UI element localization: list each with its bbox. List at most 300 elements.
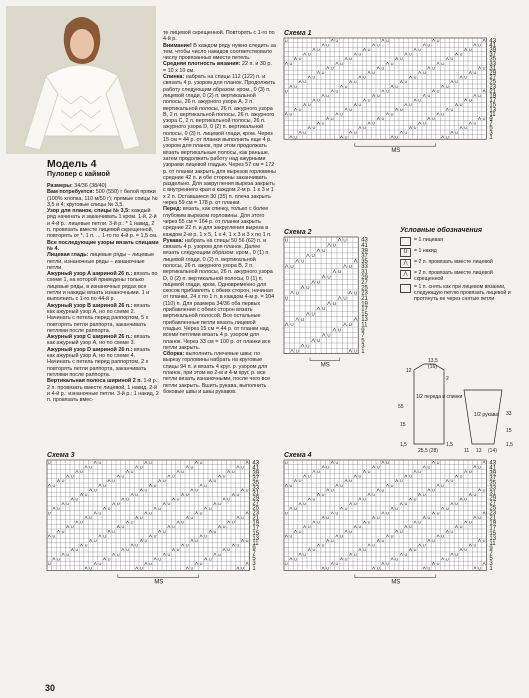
yarn-over-symbol: U — [367, 519, 371, 525]
row-number: 37 — [489, 52, 497, 59]
instruction-heading: Спинка: — [163, 74, 185, 81]
instruction-text: В каждом ряду нужно следить за тем, чтобы число накидов соответствовало числу провязанных вместе петель. — [163, 42, 276, 62]
yarn-over-symbol: U — [478, 42, 481, 48]
pattern-label: 1/2 рукава — [474, 412, 499, 418]
pattern-label: 33 — [506, 411, 512, 417]
legend-text: = 1 накид — [414, 248, 437, 254]
yarn-over-symbol: U — [327, 332, 331, 338]
legend-item — [400, 270, 520, 282]
row-number: 19 — [489, 93, 497, 100]
row-number: 41 — [361, 242, 368, 249]
pattern-label: 13,5 — [428, 358, 438, 364]
yarn-over-symbol: U — [344, 134, 348, 140]
yarn-over-symbol: U — [107, 556, 111, 562]
yarn-over-symbol: U — [349, 528, 353, 534]
pattern-label: 12 — [406, 368, 412, 374]
yarn-over-symbol: U — [322, 247, 326, 253]
yarn-over-symbol: U — [213, 478, 217, 484]
row-number: 17 — [252, 525, 260, 532]
row-number: 19 — [489, 520, 497, 527]
yarn-over-symbol: U — [312, 547, 316, 553]
yarn-over-symbol: U — [340, 482, 343, 488]
yarn-over-symbol: U — [61, 528, 65, 534]
instruction-paragraph — [47, 271, 159, 302]
yarn-over-symbol: U — [181, 468, 185, 474]
row-number: 11 — [361, 322, 368, 329]
yarn-over-symbol: U — [98, 560, 102, 566]
pattern-label: 1,5 — [506, 442, 513, 448]
yarn-over-symbol: U — [298, 528, 302, 534]
row-number: 15 — [489, 530, 497, 537]
yarn-over-symbol: U — [473, 491, 477, 497]
yarn-over-symbol: U — [343, 237, 347, 243]
yarn-over-symbol: U — [340, 60, 343, 66]
yarn-over-symbol: U — [395, 83, 399, 89]
yarn-over-symbol: U — [358, 51, 362, 57]
yarn-over-symbol: U — [52, 482, 56, 488]
yarn-over-symbol: U — [289, 533, 293, 539]
yarn-over-symbol: U — [399, 528, 403, 534]
yarn-over-symbol: U — [390, 482, 394, 488]
yarn-over-symbol: U — [153, 482, 157, 488]
yarn-over-symbol: U — [459, 51, 463, 57]
yarn-over-symbol: U — [103, 482, 106, 488]
yarn-over-symbol: U — [144, 537, 148, 543]
yarn-over-symbol: U — [445, 83, 449, 89]
yarn-over-symbol: U — [139, 565, 143, 571]
yarn-over-symbol: U — [312, 496, 316, 502]
instruction-text: набрать на спицы 112 (122) п. и связать 4 р. узором для планок. Продолжить работу следующим образом: кром., 0 (3) п. лицевой глади, 0 (2) п. вертикальной полосы, 26 п. ажурного узора A, 2 п. вертикальной полосы, 26 п. ажурного узора B, 2 п. вертикальной полосы, 26 п. ажурного узора C, 2 п. вертикальной полосы, 26 п. ажурного узора D, 0 (2) п. вертикальной полосы, 0 (3) п. лицевой глади, кром. Через 15 см = 44 р. от планки выполнить еще 4 р. узором для планок, при этом продолжать вязать вертикальные полосы, как раньше, затем продолжить работу над ажурными узорами лицевой гладью. Через 57 см = 172 р. от планки закрыть для вырезов горловины средние 42 п. и обе стороны заканчивать раздельно. Для закругления выреза закрыть с внутреннего края в каждом 2-м р. 1 х 3 и 1 х 2 п. Оставшиеся 30 (35) п. плеча закрыть через 59 см = 178 р. от планки. — [163, 74, 276, 207]
yarn-over-symbol: U — [172, 473, 175, 479]
pattern-label: 55 — [398, 404, 404, 410]
yarn-over-symbol: U — [47, 510, 51, 516]
yarn-over-symbol: U — [376, 514, 380, 520]
yarn-over-symbol: U — [418, 468, 422, 474]
pattern-label: 1,5 — [446, 442, 453, 448]
instruction-heading: Лицевая гладь: — [47, 252, 89, 259]
model-illustration — [6, 6, 156, 154]
row-number: 15 — [252, 530, 260, 537]
instruction-heading: Вам потребуется: — [47, 189, 95, 196]
yarn-over-symbol: U — [459, 473, 463, 479]
instruction-paragraph — [163, 30, 276, 43]
row-number: 13 — [252, 535, 260, 542]
yarn-over-symbol: U — [307, 102, 311, 108]
instruction-paragraph — [163, 238, 276, 351]
instruction-heading: Ажурный узор C шириной 26 п.: — [47, 334, 133, 341]
yarn-over-symbol: U — [116, 501, 120, 507]
yarn-over-symbol: U — [409, 524, 412, 530]
yarn-over-symbol: U — [326, 464, 330, 470]
yarn-over-symbol: U — [284, 510, 288, 516]
legend-title: Условные обозначения — [400, 227, 483, 234]
yarn-over-symbol: U — [231, 468, 235, 474]
row-number: 5 — [361, 338, 365, 345]
yarn-over-symbol: U — [130, 519, 134, 525]
yarn-over-symbol: U — [326, 514, 330, 520]
yarn-over-symbol: U — [427, 565, 431, 571]
yarn-over-symbol: U — [330, 487, 334, 493]
yarn-over-symbol: U — [376, 464, 380, 470]
instruction-heading: Рукава: — [163, 237, 184, 244]
yarn-over-symbol: U — [432, 65, 435, 71]
yarn-over-symbol: U — [213, 528, 217, 534]
repeat-label: MS — [391, 579, 401, 586]
legend-item — [400, 248, 520, 257]
yarn-over-symbol: U — [386, 510, 389, 516]
yarn-over-symbol: U — [404, 501, 408, 507]
instruction-heading: Размеры: — [47, 183, 73, 189]
row-number: 23 — [489, 510, 497, 517]
yarn-over-symbol: U — [245, 537, 249, 543]
yarn-over-symbol: U — [335, 510, 339, 516]
yarn-over-symbol: U — [372, 542, 376, 548]
row-number: 33 — [361, 264, 368, 271]
row-number: 3 — [489, 130, 493, 137]
yarn-over-symbol: U — [390, 60, 394, 66]
yarn-over-symbol: U — [204, 533, 208, 539]
yarn-over-symbol: U — [441, 111, 445, 117]
repeat-label: MS — [154, 579, 164, 586]
yarn-over-symbol: U — [57, 556, 60, 562]
instruction-heading: Узор для планок, спицы № 3,5: — [47, 208, 130, 215]
legend-text: = 2 п. провязать вместе лицевой — [414, 259, 493, 265]
yarn-over-symbol: U — [376, 565, 380, 571]
yarn-over-symbol: U — [149, 459, 152, 465]
yarn-over-symbol: U — [335, 459, 339, 465]
row-number: 29 — [252, 495, 260, 502]
yarn-over-symbol: U — [218, 551, 221, 557]
instruction-text: вязать по схеме 1, на которой приведены только лицевые ряды, в изнаночных рядах все петли и накиды вязать изнаночными. 1 и выполнить с 1-го по 44-й р. — [47, 271, 158, 303]
yarn-over-symbol: U — [445, 505, 449, 511]
yarn-over-symbol: U — [75, 547, 79, 553]
row-number: 17 — [489, 98, 497, 105]
row-number: 33 — [252, 485, 260, 492]
middle-instructions-column — [163, 30, 276, 395]
yarn-over-symbol: U — [418, 519, 422, 525]
pattern-label: 15 — [506, 428, 512, 434]
yarn-over-symbol: U — [381, 487, 385, 493]
yarn-over-symbol: U — [464, 74, 468, 80]
yarn-over-symbol: U — [409, 51, 412, 57]
repeat-bracket — [355, 143, 436, 146]
yarn-over-symbol: U — [236, 491, 240, 497]
row-number: 31 — [252, 490, 260, 497]
yarn-over-symbol: U — [98, 510, 102, 516]
yarn-over-symbol: U — [227, 496, 231, 502]
yarn-over-symbol: U — [149, 560, 152, 566]
yarn-over-symbol: U — [185, 542, 189, 548]
yarn-over-symbol: U — [478, 464, 481, 470]
row-number: 7 — [252, 550, 256, 557]
yarn-over-symbol: U — [363, 547, 366, 553]
yarn-over-symbol: U — [135, 542, 139, 548]
yarn-over-symbol: U — [317, 46, 320, 52]
yarn-over-symbol: U — [427, 42, 431, 48]
instruction-paragraph — [163, 74, 276, 206]
instruction-paragraph — [47, 378, 159, 403]
yarn-over-symbol: U — [311, 253, 315, 259]
yarn-over-symbol: U — [241, 464, 244, 470]
instruction-text: 1-й р.: 2 п. провязать вместе лицевой, 1 накид. 2-й и 4-й р.: изнаночные петли. 3-й р.: 1 накид, 2 п. провязать вмес- — [47, 378, 159, 404]
yarn-over-symbol: U — [294, 134, 297, 140]
yarn-over-symbol: U — [290, 322, 294, 328]
yarn-over-symbol: U — [222, 524, 226, 530]
yarn-over-symbol: U — [321, 120, 325, 126]
yarn-over-symbol: U — [468, 519, 472, 525]
yarn-over-symbol: U — [300, 316, 305, 322]
row-number: 3 — [252, 560, 256, 567]
yarn-over-symbol: U — [348, 322, 352, 328]
instruction-paragraph — [47, 208, 159, 239]
yarn-over-symbol: U — [303, 79, 307, 85]
row-number: 43 — [489, 38, 497, 45]
scheme-2-chart — [284, 237, 389, 427]
yarn-over-symbol: U — [195, 487, 198, 493]
yarn-over-symbol: U — [312, 125, 316, 131]
yarn-over-symbol: U — [390, 533, 394, 539]
row-number: 1 — [252, 565, 256, 572]
model-photo — [6, 6, 156, 154]
row-number: 13 — [489, 107, 497, 114]
yarn-over-symbol: U — [317, 97, 320, 103]
instruction-paragraph — [47, 189, 159, 208]
instruction-heading: Внимание! — [163, 42, 192, 49]
instruction-paragraph — [163, 351, 276, 395]
instruction-heading: Все последующие узоры вязать спицами № 4. — [47, 239, 159, 252]
yarn-over-symbol: U — [482, 487, 486, 493]
page-number: 30 — [45, 683, 56, 693]
instruction-text: 22 п. и 30 р. = 10 х 10 см. — [163, 61, 272, 74]
yarn-over-symbol: U — [84, 491, 88, 497]
yarn-over-symbol: U — [103, 533, 106, 539]
yarn-over-symbol: U — [321, 542, 325, 548]
yarn-over-symbol: U — [93, 537, 97, 543]
yarn-over-symbol: U — [199, 560, 203, 566]
yarn-over-symbol: U — [459, 524, 463, 530]
yarn-over-symbol: U — [427, 514, 431, 520]
model-title: Модель 4 — [47, 158, 97, 170]
legend-symbol: ⋀ — [400, 270, 411, 279]
row-number: 35 — [252, 480, 260, 487]
yarn-over-symbol: U — [445, 134, 449, 140]
yarn-over-symbol: U — [153, 533, 157, 539]
legend — [400, 228, 520, 304]
row-number: 29 — [361, 274, 368, 281]
pattern-label: 25,5 (28) — [418, 448, 439, 454]
row-number: 1 — [489, 565, 493, 572]
left-instructions-column — [47, 183, 159, 403]
yarn-over-symbol: U — [367, 46, 371, 52]
yarn-over-symbol: U — [464, 125, 468, 131]
yarn-over-symbol: U — [441, 482, 445, 488]
instruction-heading: Перед: — [163, 206, 182, 213]
instruction-text: лицевые ряды – лицевые петли, изнаночные ряды – изнаночные петли. — [47, 252, 155, 271]
yarn-over-symbol: U — [208, 556, 212, 562]
yarn-over-symbol: U — [294, 83, 297, 89]
repeat-label: MS — [320, 362, 330, 369]
row-number: 5 — [252, 555, 256, 562]
yarn-over-symbol: U — [432, 487, 435, 493]
yarn-over-symbol: U — [482, 65, 486, 71]
yarn-over-symbol: U — [330, 65, 334, 71]
yarn-over-symbol: U — [70, 524, 74, 530]
instruction-paragraph — [163, 206, 276, 237]
yarn-over-symbol: U — [422, 491, 426, 497]
yarn-over-symbol: U — [126, 547, 129, 553]
row-number: 31 — [489, 490, 497, 497]
yarn-over-symbol: U — [158, 505, 162, 511]
yarn-over-symbol: U — [353, 551, 357, 557]
pattern-label: (16) — [428, 364, 437, 370]
scheme-1-chart — [284, 38, 520, 210]
yarn-over-symbol: U — [241, 565, 244, 571]
yarn-over-symbol: U — [289, 482, 293, 488]
row-number: 21 — [361, 295, 368, 302]
row-number: 37 — [361, 253, 368, 260]
yarn-over-symbol: U — [367, 468, 371, 474]
legend-symbol — [400, 284, 411, 293]
front-back-pattern-piece — [414, 364, 444, 444]
yarn-over-symbol: U — [289, 60, 293, 66]
yarn-over-symbol: U — [298, 56, 302, 62]
yarn-over-symbol: U — [245, 487, 249, 493]
yarn-over-symbol: U — [326, 565, 330, 571]
yarn-over-symbol: U — [327, 274, 331, 280]
yarn-over-symbol: U — [295, 348, 299, 354]
yarn-over-symbol: U — [294, 505, 297, 511]
yarn-over-symbol: U — [298, 106, 302, 112]
instruction-text: те лицевой скрещенной. Повторять с 1-го по 4-й р. — [163, 30, 275, 43]
yarn-over-symbol: U — [367, 97, 371, 103]
instruction-text: вязать, как спинку, только с более глубоким вырезом горловины. Для этого через 55 см = 164 р. от планки закрыть средние 22 п. и для закругления выреза в каждом 2-м р. 1 х 5, 1 х 4, 1 х 3 и 3 х по 1 п. — [163, 206, 272, 238]
row-number: 3 — [489, 560, 493, 567]
yarn-over-symbol: U — [57, 505, 60, 511]
yarn-over-symbol: U — [306, 343, 310, 349]
yarn-over-symbol: U — [89, 565, 93, 571]
row-number: 11 — [489, 111, 496, 118]
pattern-label: 13 — [476, 448, 482, 454]
yarn-over-symbol: U — [459, 102, 463, 108]
row-number: 25 — [489, 505, 497, 512]
yarn-over-symbol: U — [372, 491, 376, 497]
yarn-over-symbol: U — [413, 74, 417, 80]
row-number: 3 — [361, 343, 365, 350]
yarn-over-symbol: U — [340, 111, 343, 117]
yarn-over-symbol: U — [353, 501, 357, 507]
yarn-over-symbol: U — [317, 519, 320, 525]
yarn-over-symbol: U — [386, 459, 389, 465]
yarn-over-symbol: U — [303, 129, 307, 135]
yarn-over-symbol: U — [422, 69, 426, 75]
yarn-over-symbol: U — [84, 542, 88, 548]
yarn-over-symbol: U — [335, 88, 339, 94]
legend-item — [400, 284, 520, 302]
row-number: 39 — [489, 470, 497, 477]
row-number: 27 — [489, 500, 497, 507]
yarn-over-symbol: U — [353, 348, 358, 354]
yarn-over-symbol: U — [482, 115, 486, 121]
pattern-label: 1,5 — [400, 442, 407, 448]
yarn-over-symbol: U — [395, 505, 399, 511]
yarn-over-symbol: U — [441, 60, 445, 66]
instruction-heading: Средняя плотность вязания: — [163, 61, 241, 68]
yarn-over-symbol: U — [112, 528, 116, 534]
yarn-over-symbol: U — [303, 501, 307, 507]
row-number: 21 — [489, 515, 497, 522]
yarn-over-symbol: U — [126, 496, 129, 502]
yarn-over-symbol: U — [399, 478, 403, 484]
row-number: 9 — [252, 545, 256, 552]
yarn-over-symbol: U — [284, 560, 288, 566]
row-number: 39 — [252, 470, 260, 477]
yarn-over-symbol: U — [404, 129, 408, 135]
yarn-over-symbol: U — [358, 524, 362, 530]
instruction-paragraph — [47, 303, 159, 334]
yarn-over-symbol: U — [353, 290, 358, 296]
pattern-diagram — [394, 358, 526, 454]
yarn-over-symbol: U — [107, 505, 111, 511]
yarn-over-symbol: U — [121, 524, 125, 530]
yarn-over-symbol: U — [162, 478, 166, 484]
row-number: 19 — [361, 301, 368, 308]
yarn-over-symbol: U — [316, 338, 321, 344]
legend-symbol: ⋀ — [400, 259, 411, 268]
row-number: 25 — [489, 79, 497, 86]
yarn-over-symbol: U — [455, 501, 458, 507]
yarn-over-symbol: U — [149, 510, 152, 516]
repeat-label: MS — [391, 148, 401, 155]
row-number: 35 — [489, 480, 497, 487]
yarn-over-symbol: U — [450, 528, 454, 534]
yarn-over-symbol: U — [390, 111, 394, 117]
yarn-over-symbol: U — [386, 37, 389, 43]
yarn-over-symbol: U — [432, 537, 435, 543]
yarn-over-symbol: U — [222, 473, 226, 479]
yarn-over-symbol: U — [289, 111, 293, 117]
yarn-over-symbol: U — [158, 556, 162, 562]
yarn-over-symbol: U — [290, 263, 294, 269]
yarn-over-symbol: U — [436, 88, 440, 94]
instruction-paragraph — [47, 334, 159, 347]
repeat-bracket — [310, 358, 340, 361]
instruction-heading: Вертикальная полоса шириной 2 п. — [47, 378, 142, 385]
row-number: 7 — [361, 333, 365, 340]
yarn-over-symbol: U — [326, 92, 330, 98]
yarn-over-symbol: U — [181, 519, 185, 525]
yarn-over-symbol: U — [80, 519, 83, 525]
row-number: 1 — [489, 134, 493, 141]
yarn-over-symbol: U — [218, 501, 221, 507]
yarn-over-symbol: U — [285, 295, 289, 301]
yarn-over-symbol: U — [241, 514, 244, 520]
yarn-over-symbol: U — [338, 269, 342, 275]
row-number: 37 — [489, 475, 497, 482]
legend-text: = 1 лицевая — [414, 237, 443, 243]
yarn-over-symbol: U — [363, 125, 366, 131]
yarn-over-symbol: U — [321, 69, 325, 75]
row-number: 27 — [489, 75, 497, 82]
row-number: 23 — [361, 290, 368, 297]
yarn-over-symbol: U — [455, 129, 458, 135]
yarn-over-symbol: U — [436, 510, 440, 516]
row-number: 35 — [361, 258, 368, 265]
row-number: 29 — [489, 70, 497, 77]
row-number: 21 — [252, 515, 260, 522]
yarn-over-symbol: U — [190, 514, 194, 520]
yarn-over-symbol: U — [349, 478, 353, 484]
row-number: 23 — [489, 84, 497, 91]
